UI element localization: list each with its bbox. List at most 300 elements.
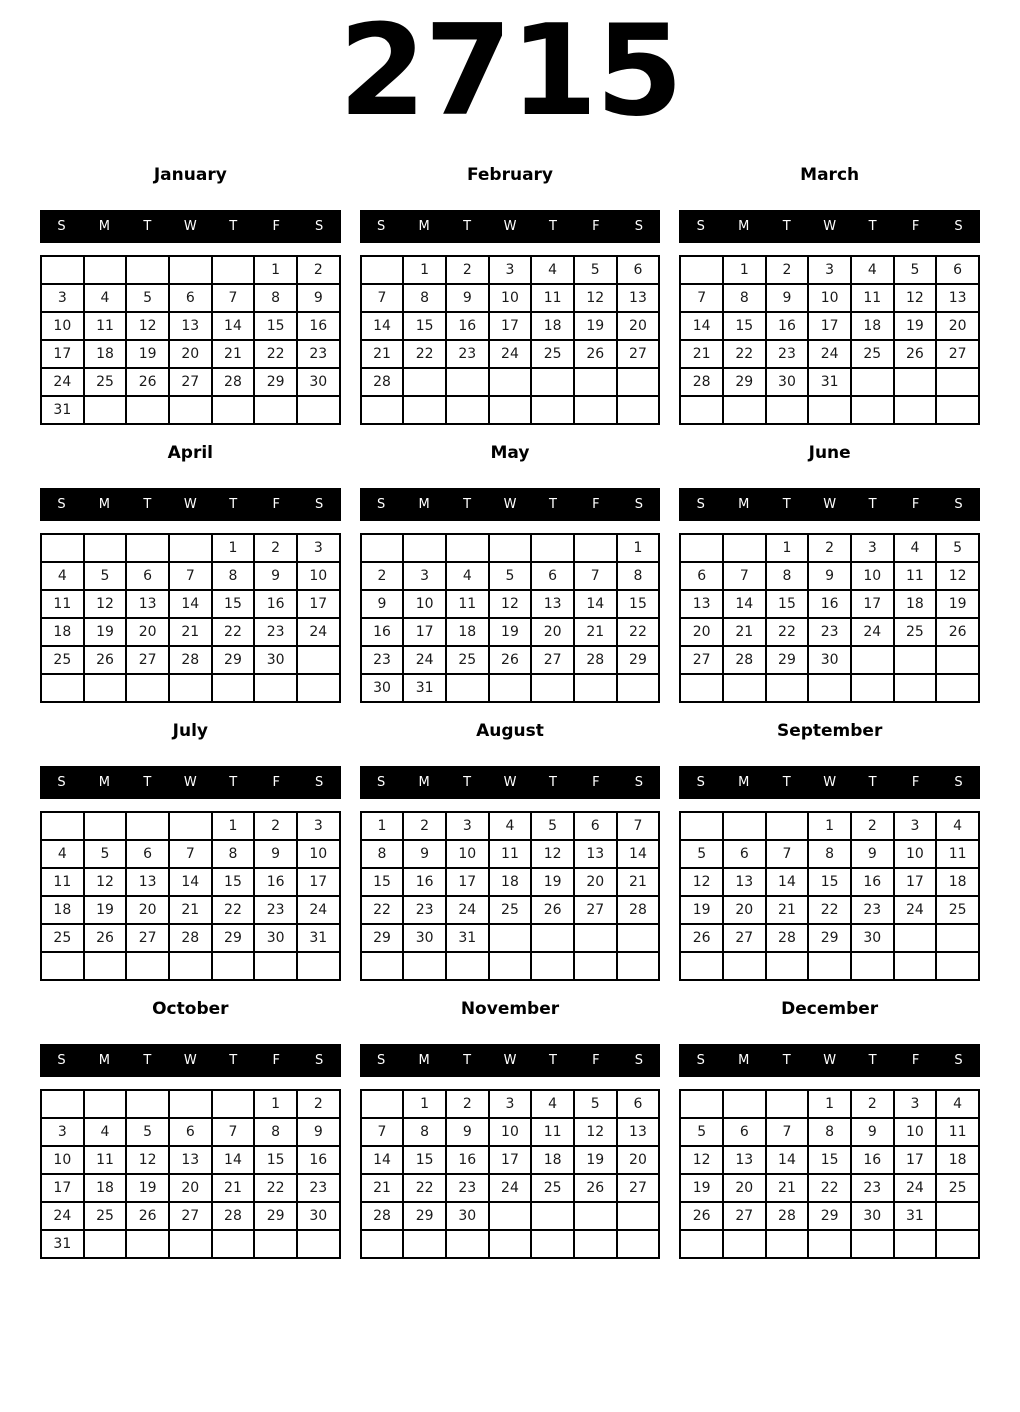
day-cell: 2 (851, 1090, 894, 1118)
day-cell: 26 (531, 896, 574, 924)
day-cell: 17 (808, 312, 851, 340)
day-cell: 9 (766, 284, 809, 312)
day-cell (169, 812, 212, 840)
day-cell: 12 (894, 284, 937, 312)
week-row (361, 1202, 660, 1230)
day-cell (851, 952, 894, 980)
day-cell: 24 (489, 1174, 532, 1202)
month-name: June (808, 443, 851, 463)
month-name: February (466, 165, 554, 185)
calendar-grid (679, 533, 980, 703)
day-cell: 15 (808, 868, 851, 896)
weekday-cell: W (183, 1053, 197, 1068)
month-name: April (167, 443, 214, 463)
day-cell (489, 674, 532, 702)
day-cell: 23 (446, 1174, 489, 1202)
weekday-cell: S (954, 219, 963, 234)
day-cell: 25 (851, 340, 894, 368)
day-cell (723, 1090, 766, 1118)
day-cell: 23 (403, 896, 446, 924)
day-cell: 24 (894, 1174, 937, 1202)
day-cell (936, 1202, 979, 1230)
day-cell (297, 674, 340, 702)
weekday-cell: T (548, 219, 557, 234)
day-cell: 11 (84, 1146, 127, 1174)
day-cell: 14 (361, 1146, 404, 1174)
month-block (360, 721, 661, 999)
week-row (41, 396, 340, 424)
day-cell: 20 (531, 618, 574, 646)
day-cell: 15 (254, 312, 297, 340)
day-cell: 12 (574, 284, 617, 312)
day-cell: 10 (489, 284, 532, 312)
weekday-header (360, 210, 661, 243)
week-row (41, 1090, 340, 1118)
calendar-grid (679, 255, 980, 425)
weekday-cell: F (911, 219, 920, 234)
day-cell: 22 (403, 1174, 446, 1202)
day-cell: 24 (489, 340, 532, 368)
day-cell: 22 (254, 1174, 297, 1202)
day-cell: 16 (766, 312, 809, 340)
weekday-header (679, 488, 980, 521)
day-cell: 17 (446, 868, 489, 896)
day-cell: 5 (574, 1090, 617, 1118)
day-cell: 27 (936, 340, 979, 368)
day-cell: 18 (531, 1146, 574, 1174)
calendar-grid-body (361, 534, 660, 702)
day-cell: 15 (617, 590, 660, 618)
week-row (361, 1174, 660, 1202)
day-cell: 17 (851, 590, 894, 618)
day-cell (84, 812, 127, 840)
week-row (680, 1174, 979, 1202)
day-cell: 22 (212, 618, 255, 646)
weekday-cell: T (868, 219, 877, 234)
day-cell: 31 (446, 924, 489, 952)
month-name: December (781, 999, 879, 1019)
day-cell: 20 (126, 618, 169, 646)
calendar-grid-body (41, 1090, 340, 1258)
day-cell (84, 396, 127, 424)
day-cell: 21 (169, 618, 212, 646)
day-cell: 4 (936, 1090, 979, 1118)
day-cell: 12 (680, 1146, 723, 1174)
day-cell (574, 924, 617, 952)
day-cell (84, 1090, 127, 1118)
day-cell: 16 (446, 312, 489, 340)
weekday-cell: F (272, 219, 280, 234)
day-cell: 22 (212, 896, 255, 924)
day-cell (212, 952, 255, 980)
day-cell: 29 (254, 368, 297, 396)
day-cell: 7 (361, 1118, 404, 1146)
day-cell: 6 (126, 840, 169, 868)
day-cell: 8 (808, 1118, 851, 1146)
day-cell: 27 (169, 368, 212, 396)
day-cell (254, 952, 297, 980)
day-cell (169, 674, 212, 702)
weekday-cell: F (272, 1053, 280, 1068)
day-cell: 19 (574, 312, 617, 340)
month-block (360, 165, 661, 443)
day-cell: 10 (851, 562, 894, 590)
day-cell (680, 1230, 723, 1258)
day-cell: 13 (617, 1118, 660, 1146)
weekday-header (360, 488, 661, 521)
weekday-cell: T (229, 775, 238, 790)
week-row (680, 1202, 979, 1230)
day-cell: 1 (212, 812, 255, 840)
day-cell (531, 674, 574, 702)
day-cell: 4 (41, 562, 84, 590)
day-cell (574, 534, 617, 562)
day-cell: 8 (254, 1118, 297, 1146)
day-cell: 28 (680, 368, 723, 396)
day-cell (489, 924, 532, 952)
week-row (41, 340, 340, 368)
day-cell: 7 (169, 562, 212, 590)
day-cell (531, 924, 574, 952)
day-cell (212, 674, 255, 702)
day-cell: 28 (361, 368, 404, 396)
day-cell: 1 (254, 1090, 297, 1118)
weekday-header (360, 1044, 661, 1077)
day-cell: 3 (41, 1118, 84, 1146)
week-row (41, 1146, 340, 1174)
day-cell (808, 396, 851, 424)
day-cell (723, 1230, 766, 1258)
day-cell: 6 (723, 840, 766, 868)
day-cell: 19 (126, 340, 169, 368)
weekday-cell: M (418, 1053, 430, 1068)
weekday-cell: W (823, 1053, 837, 1068)
day-cell (489, 396, 532, 424)
day-cell: 14 (617, 840, 660, 868)
day-cell: 27 (126, 646, 169, 674)
day-cell (574, 952, 617, 980)
weekday-header (40, 210, 341, 243)
day-cell (254, 396, 297, 424)
weekday-cell: W (503, 497, 517, 512)
day-cell: 11 (489, 840, 532, 868)
weekday-cell: T (868, 775, 877, 790)
weekday-cell: W (823, 219, 837, 234)
day-cell: 25 (84, 1202, 127, 1230)
weekday-cell: W (183, 219, 197, 234)
weekday-cell: M (738, 219, 750, 234)
day-cell (361, 256, 404, 284)
day-cell: 15 (212, 868, 255, 896)
calendar-grid-body (41, 812, 340, 980)
day-cell: 14 (212, 312, 255, 340)
day-cell (41, 1090, 84, 1118)
month-name: September (776, 721, 883, 741)
calendar-grid (40, 811, 341, 981)
day-cell: 25 (84, 368, 127, 396)
day-cell: 27 (723, 1202, 766, 1230)
day-cell: 6 (531, 562, 574, 590)
day-cell (489, 368, 532, 396)
weekday-cell: F (911, 497, 920, 512)
day-cell: 30 (403, 924, 446, 952)
day-cell (84, 256, 127, 284)
weekday-cell: S (954, 1053, 963, 1068)
day-cell (297, 646, 340, 674)
day-cell: 8 (617, 562, 660, 590)
week-row (680, 868, 979, 896)
day-cell: 2 (297, 256, 340, 284)
calendar-grid (40, 255, 341, 425)
day-cell: 29 (766, 646, 809, 674)
day-cell: 20 (126, 896, 169, 924)
day-cell (169, 1230, 212, 1258)
day-cell: 26 (574, 340, 617, 368)
day-cell (446, 368, 489, 396)
day-cell: 12 (126, 1146, 169, 1174)
weekday-cell: T (143, 497, 152, 512)
day-cell (531, 1202, 574, 1230)
day-cell: 30 (766, 368, 809, 396)
day-cell: 8 (766, 562, 809, 590)
day-cell: 26 (126, 368, 169, 396)
day-cell: 15 (403, 1146, 446, 1174)
day-cell: 3 (808, 256, 851, 284)
day-cell: 2 (297, 1090, 340, 1118)
day-cell (723, 674, 766, 702)
week-row (680, 396, 979, 424)
day-cell: 5 (531, 812, 574, 840)
day-cell: 7 (361, 284, 404, 312)
day-cell: 13 (723, 1146, 766, 1174)
day-cell: 7 (212, 1118, 255, 1146)
day-cell: 30 (851, 1202, 894, 1230)
day-cell: 20 (574, 868, 617, 896)
day-cell: 21 (169, 896, 212, 924)
day-cell: 11 (84, 312, 127, 340)
week-row (680, 674, 979, 702)
week-row (41, 534, 340, 562)
week-row (361, 840, 660, 868)
day-cell: 16 (808, 590, 851, 618)
day-cell: 4 (936, 812, 979, 840)
day-cell: 23 (361, 646, 404, 674)
day-cell: 5 (126, 1118, 169, 1146)
day-cell (680, 396, 723, 424)
weekday-cell: F (592, 1053, 600, 1068)
day-cell: 9 (297, 284, 340, 312)
day-cell: 21 (680, 340, 723, 368)
day-cell (254, 1230, 297, 1258)
day-cell: 20 (617, 312, 660, 340)
day-cell: 1 (808, 812, 851, 840)
day-cell (680, 952, 723, 980)
day-cell: 12 (84, 868, 127, 896)
day-cell (936, 924, 979, 952)
day-cell: 5 (894, 256, 937, 284)
day-cell: 6 (723, 1118, 766, 1146)
weekday-cell: F (911, 1053, 920, 1068)
day-cell: 4 (894, 534, 937, 562)
weekday-cell: S (634, 775, 643, 790)
weekday-cell: M (98, 219, 111, 234)
month-name: January (153, 165, 227, 185)
day-cell (766, 812, 809, 840)
weekday-cell: S (315, 219, 324, 234)
week-row (41, 896, 340, 924)
week-row (361, 646, 660, 674)
day-cell: 4 (531, 256, 574, 284)
day-cell: 15 (212, 590, 255, 618)
weekday-cell: T (463, 219, 472, 234)
weekday-cell: F (592, 775, 600, 790)
day-cell: 14 (169, 868, 212, 896)
week-row (41, 284, 340, 312)
day-cell (936, 368, 979, 396)
weekday-cell: S (57, 1053, 66, 1068)
weekday-cell: S (315, 775, 324, 790)
day-cell (361, 952, 404, 980)
day-cell: 15 (254, 1146, 297, 1174)
day-cell: 26 (894, 340, 937, 368)
day-cell: 1 (212, 534, 255, 562)
day-cell: 7 (680, 284, 723, 312)
day-cell: 16 (851, 1146, 894, 1174)
calendar-grid-body (361, 1090, 660, 1258)
week-row (41, 562, 340, 590)
day-cell: 26 (84, 646, 127, 674)
weekday-cell: S (696, 775, 705, 790)
day-cell: 23 (446, 340, 489, 368)
day-cell (851, 396, 894, 424)
weekday-cell: T (868, 497, 877, 512)
weekday-cell: W (823, 497, 837, 512)
day-cell: 30 (254, 646, 297, 674)
weekday-cell: T (782, 497, 791, 512)
day-cell: 10 (808, 284, 851, 312)
month-block (40, 999, 341, 1277)
weekday-cell: T (548, 497, 557, 512)
weekday-cell: W (183, 497, 197, 512)
day-cell (894, 1230, 937, 1258)
month-block (40, 443, 341, 721)
day-cell: 9 (446, 284, 489, 312)
day-cell (936, 952, 979, 980)
week-row (361, 284, 660, 312)
day-cell: 28 (766, 1202, 809, 1230)
day-cell (617, 952, 660, 980)
day-cell (84, 674, 127, 702)
weekday-cell: M (738, 1053, 750, 1068)
day-cell (766, 952, 809, 980)
day-cell: 7 (723, 562, 766, 590)
month-block (679, 443, 980, 721)
day-cell (766, 1230, 809, 1258)
weekday-cell: T (143, 1053, 152, 1068)
day-cell: 18 (41, 896, 84, 924)
day-cell (297, 396, 340, 424)
day-cell: 8 (212, 562, 255, 590)
week-row (680, 812, 979, 840)
calendar-grid (360, 533, 661, 703)
day-cell (894, 952, 937, 980)
day-cell (723, 952, 766, 980)
weekday-cell: T (782, 1053, 791, 1068)
day-cell (84, 534, 127, 562)
day-cell: 28 (212, 1202, 255, 1230)
weekday-cell: T (143, 775, 152, 790)
day-cell: 25 (41, 646, 84, 674)
day-cell: 23 (254, 896, 297, 924)
day-cell: 9 (254, 840, 297, 868)
day-cell: 5 (574, 256, 617, 284)
day-cell (41, 952, 84, 980)
week-row (41, 812, 340, 840)
week-row (680, 368, 979, 396)
day-cell: 30 (297, 368, 340, 396)
day-cell: 18 (936, 1146, 979, 1174)
day-cell: 27 (169, 1202, 212, 1230)
day-cell (126, 1090, 169, 1118)
day-cell: 2 (254, 812, 297, 840)
day-cell (766, 396, 809, 424)
day-cell: 13 (531, 590, 574, 618)
day-cell: 21 (212, 1174, 255, 1202)
day-cell (254, 674, 297, 702)
day-cell: 7 (212, 284, 255, 312)
day-cell: 29 (808, 1202, 851, 1230)
day-cell: 3 (894, 812, 937, 840)
day-cell: 1 (403, 1090, 446, 1118)
calendar-grid-body (361, 812, 660, 980)
day-cell: 3 (489, 256, 532, 284)
months-grid (40, 165, 980, 1277)
day-cell (212, 1090, 255, 1118)
day-cell: 21 (766, 896, 809, 924)
day-cell (126, 534, 169, 562)
day-cell: 4 (851, 256, 894, 284)
day-cell (808, 674, 851, 702)
weekday-cell: S (377, 219, 386, 234)
day-cell: 12 (489, 590, 532, 618)
weekday-cell: W (503, 775, 517, 790)
day-cell: 27 (723, 924, 766, 952)
day-cell: 11 (446, 590, 489, 618)
calendar-grid-body (41, 534, 340, 702)
day-cell: 3 (851, 534, 894, 562)
day-cell (169, 256, 212, 284)
day-cell (617, 396, 660, 424)
weekday-cell: S (634, 1053, 643, 1068)
day-cell: 13 (574, 840, 617, 868)
day-cell: 10 (41, 312, 84, 340)
day-cell: 30 (851, 924, 894, 952)
month-name: November (460, 999, 560, 1019)
day-cell: 17 (41, 340, 84, 368)
day-cell: 29 (212, 646, 255, 674)
day-cell: 13 (936, 284, 979, 312)
day-cell: 10 (41, 1146, 84, 1174)
day-cell: 5 (680, 1118, 723, 1146)
week-row (680, 646, 979, 674)
day-cell: 30 (297, 1202, 340, 1230)
day-cell (851, 1230, 894, 1258)
week-row (361, 590, 660, 618)
weekday-cell: W (503, 1053, 517, 1068)
day-cell (41, 256, 84, 284)
week-row (41, 1118, 340, 1146)
day-cell: 21 (361, 1174, 404, 1202)
